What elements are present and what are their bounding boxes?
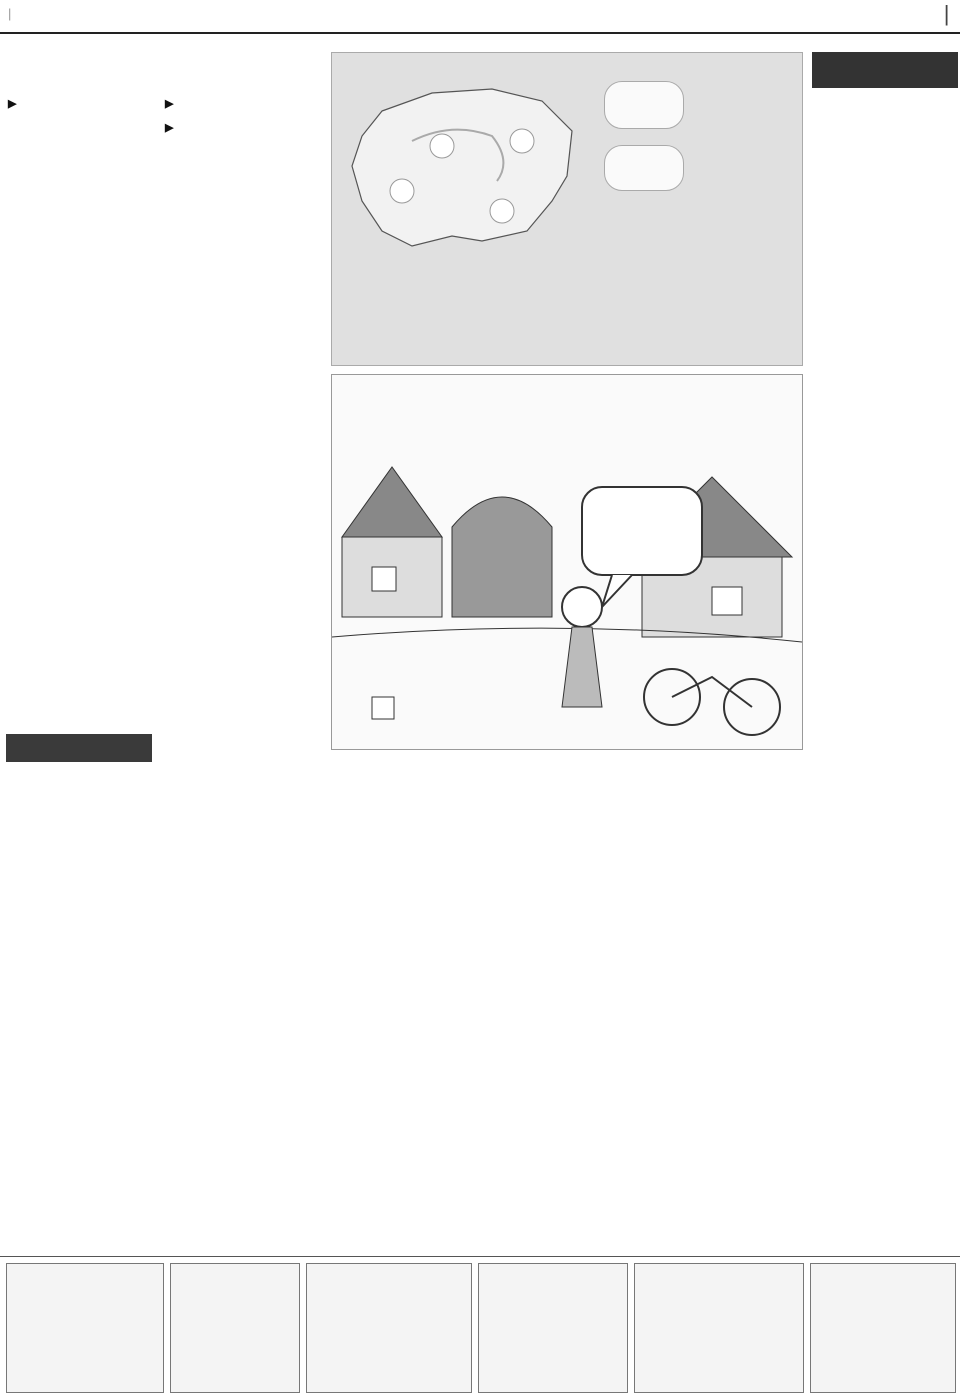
weather-row (480, 315, 802, 329)
header-date: | (8, 6, 12, 21)
paprika-radio-ad[interactable] (478, 1263, 628, 1393)
ad-brand (176, 1290, 295, 1307)
profi-radio-ad[interactable] (634, 1263, 804, 1393)
siculus-radio-ad[interactable] (306, 1263, 472, 1393)
weather-row (480, 329, 802, 343)
weather-row (480, 287, 802, 301)
weather-row (480, 301, 802, 315)
cartoon-illustration (332, 407, 802, 747)
anniversary-heading (8, 95, 158, 112)
kolozsvari-radio-ad[interactable] (810, 1263, 956, 1393)
nameday-column (8, 88, 158, 115)
horoscope-col2 (165, 734, 323, 736)
horoscope-col1 (6, 766, 156, 768)
newspaper-logo (812, 52, 958, 88)
weather-row (480, 343, 802, 357)
section-title: | (943, 1, 950, 26)
slager-radio-ad[interactable] (170, 1263, 300, 1393)
cloud-icon (604, 81, 684, 129)
joke-heading (165, 95, 323, 112)
weather-row (480, 259, 802, 273)
weather-row (480, 231, 802, 245)
crossword (330, 836, 800, 1234)
weather-panel (331, 52, 803, 366)
weather-row (480, 273, 802, 287)
snow-cloud-icon (604, 145, 684, 191)
header-rule (0, 32, 960, 34)
imprint-sidebar (812, 52, 958, 94)
cartoon-panel (331, 374, 803, 750)
recipe-heading (165, 119, 323, 136)
horoscope-title (6, 734, 152, 762)
page-header (0, 0, 960, 34)
media-partners-strip (0, 1256, 960, 1398)
joke-recipe-column (165, 88, 323, 139)
weather-row (480, 245, 802, 259)
agnus-radio-ad[interactable] (6, 1263, 164, 1393)
